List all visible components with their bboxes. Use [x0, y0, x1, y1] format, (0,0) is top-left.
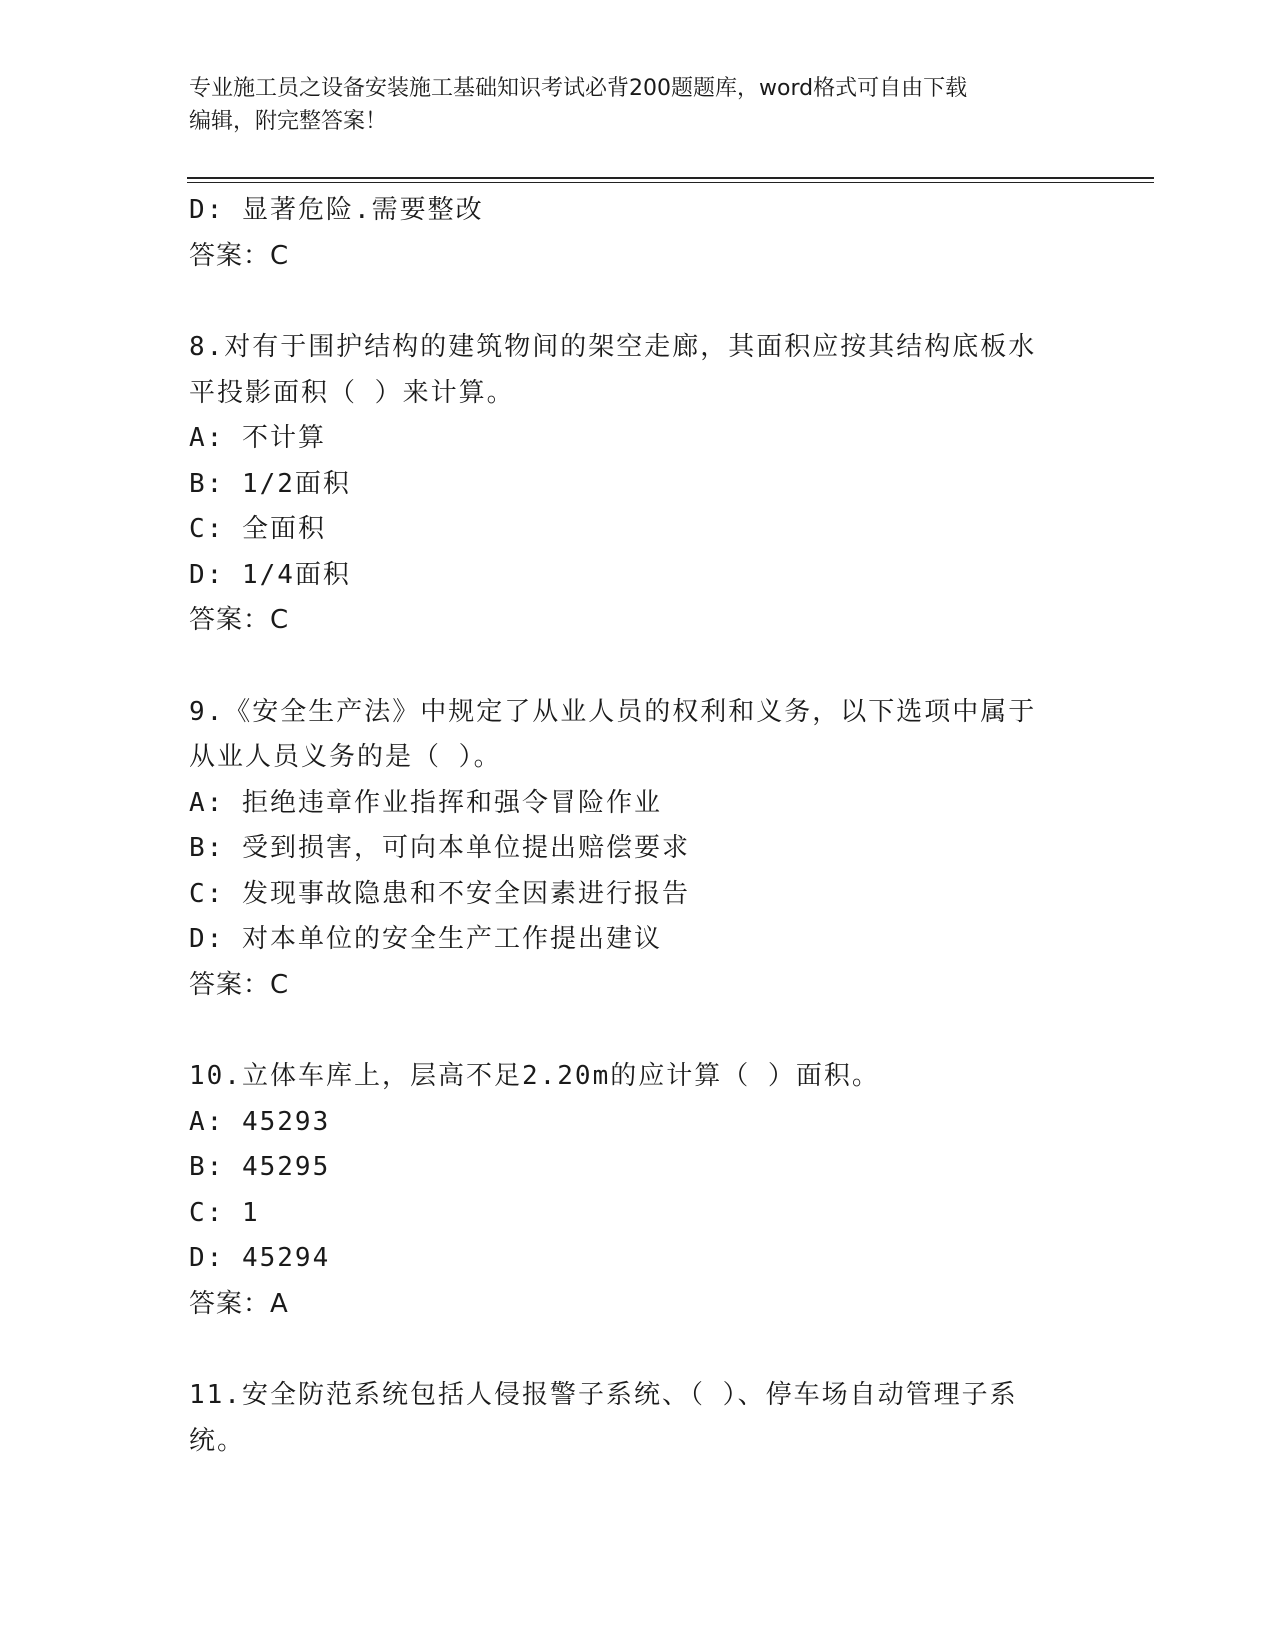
option-a: A: 45293: [189, 1106, 331, 1137]
answer-line: 答案：C: [189, 969, 290, 1000]
spacer: [189, 644, 1089, 690]
option-b: B: 受到损害，可向本单位提出赔偿要求: [189, 833, 690, 863]
question-stem-line: 11.安全防范系统包括人侵报警子系统、（ ）、停车场自动管理子系: [189, 1380, 1018, 1410]
question-7-tail: [189, 188, 1089, 279]
option-c: C: 1: [189, 1197, 260, 1228]
question-stem-line: 8.对有于围护结构的建筑物间的架空走廊，其面积应按其结构底板水: [189, 332, 1037, 362]
question-8: [189, 325, 1089, 644]
header-line-2: 编辑，附完整答案！: [189, 109, 388, 134]
spacer: [189, 1008, 1089, 1054]
header-divider-bottom: [187, 182, 1154, 183]
option-d: D: 1/4面积: [189, 559, 351, 590]
answer-line: 答案：C: [189, 605, 290, 635]
document-header: [189, 72, 1089, 138]
question-stem-line: 从业人员义务的是（ ）。: [189, 742, 502, 772]
question-stem-line: 统。: [189, 1425, 246, 1456]
option-b: B: 1/2面积: [189, 468, 351, 499]
option-d: D: 对本单位的安全生产工作提出建议: [189, 924, 662, 954]
option-a: A: 拒绝违章作业指挥和强令冒险作业: [189, 787, 662, 818]
question-stem-line: 9.《安全生产法》中规定了从业人员的权利和义务，以下选项中属于: [189, 696, 1037, 727]
header-divider-top: [187, 177, 1154, 179]
option-a: A: 不计算: [189, 423, 326, 453]
question-list: [189, 188, 1089, 1464]
question-11: [189, 1373, 1089, 1464]
option-d: D: 45294: [189, 1243, 331, 1273]
header-line-1: 专业施工员之设备安装施工基础知识考试必背200题题库，word格式可自由下载: [189, 76, 968, 101]
spacer: [189, 279, 1089, 325]
question-stem-line: 平投影面积（ ）来计算。: [189, 377, 515, 408]
question-9: [189, 690, 1089, 1009]
option-c: C: 发现事故隐患和不安全因素进行报告: [189, 878, 690, 909]
answer-line: 答案：C: [189, 240, 290, 271]
question-stem-line: 10.立体车库上，层高不足2.20m的应计算（ ）面积。: [189, 1061, 880, 1091]
option-d: D: 显著危险.需要整改: [189, 195, 484, 225]
question-10: [189, 1054, 1089, 1327]
spacer: [189, 1327, 1089, 1373]
answer-line: 答案：A: [189, 1288, 289, 1319]
option-b: B: 45295: [189, 1152, 331, 1182]
option-c: C: 全面积: [189, 514, 326, 544]
